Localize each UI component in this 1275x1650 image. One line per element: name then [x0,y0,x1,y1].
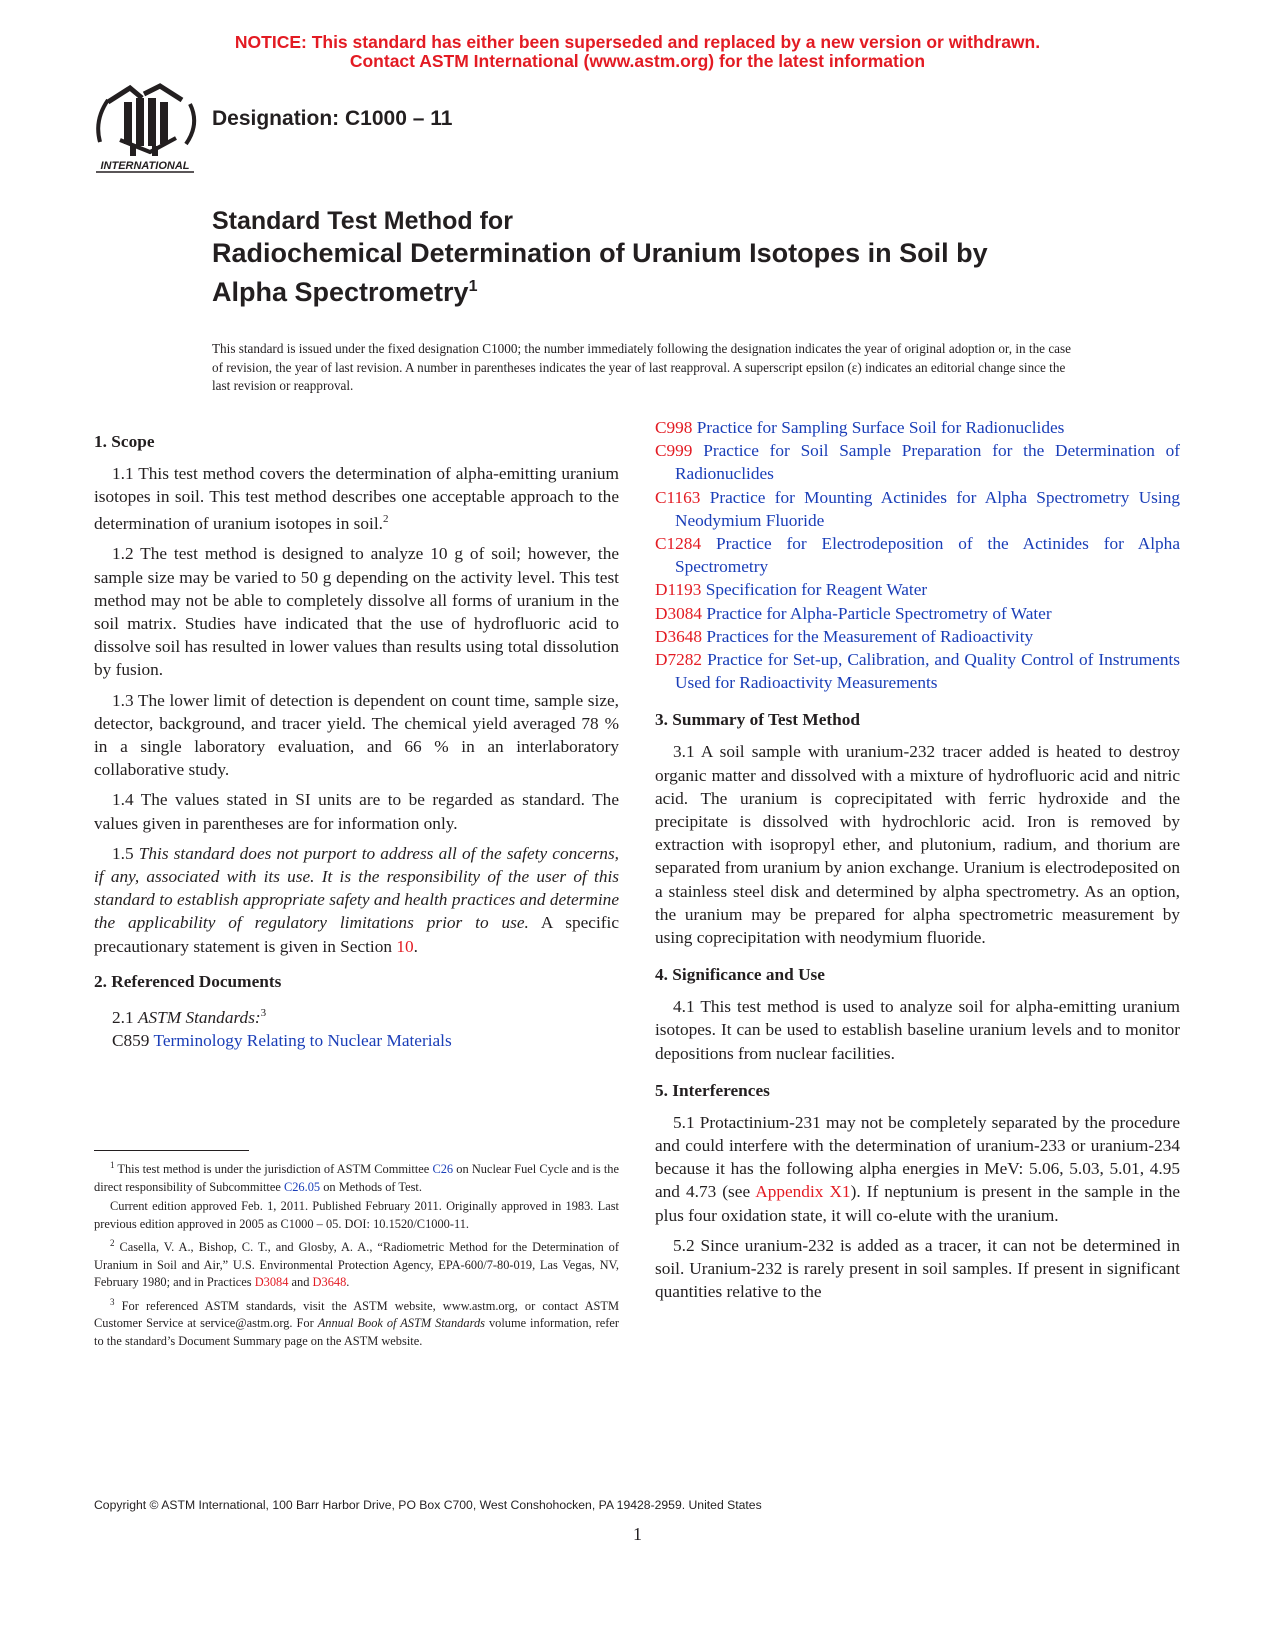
footnote-rule [94,1150,249,1151]
para-1-2: 1.2 The test method is designed to analyze 10 g of soil; however, the sample size may be varied to 50 g depending on the activity level. This test method may not be able to completely dissolve all forms of uranium in the soil matrix. Studies have indicated that the use of hydrofluoric acid to dissolve soil has resulted in lower values than results using total dissolution by fusion. [94,544,619,680]
issue-note: This standard is issued under the fixed designation C1000; the number immediately following the designation indicates the year of original adoption or, in the case of revision, the year of last revision. A number in parentheses indicates the year of last reapproval. A superscript epsilon (ε) indicates an editorial change since the last revision or reapproval. [212,341,1072,393]
ref-d1193[interactable]: D1193 Specification for Reagent Water [655,580,928,600]
title-line-3: Alpha Spectrometry$^1$ [212,277,478,307]
para-4-1: 4.1 This test method is used to analyze soil for alpha-emitting uranium isotopes. It can be used to establish baseline uranium levels and to monitor depositions from nuclear facilities. [655,997,1180,1063]
para-2-1: 2.1 ASTM Standards:$^3$ [112,1006,267,1027]
footnote-2: $^2$ Casella, V. A., Bishop, C. T., and Glosby, A. A., “Radiometric Method for the Determination of Uranium in Soil and Air,” U.S. Environmental Protection Agency, EPA-600/7-80-019, Las Vegas, NV, February 1980; and in Practices D3084 and D3648. [94,1238,619,1290]
page-number: 1 [633,1524,642,1544]
ref-d3084[interactable]: D3084 Practice for Alpha-Particle Spectrometry of Water [655,603,1052,623]
notice-line-1: NOTICE: This standard has either been superseded and replaced by a new version or withdrawn. [234,32,1041,52]
footnote-1-edition: Current edition approved Feb. 1, 2011. Published February 2011. Originally approved in 1983. Last previous edition approved in 2005 as C1000 – 05. DOI: 10.1520/C1000-11. [94,1199,619,1231]
designation: Designation: C1000 – 11 [212,107,453,130]
section-4-heading: 4. Significance and Use [655,965,825,985]
footnote-d3084-link[interactable]: D3084 [254,1275,289,1290]
footnote-ref-2[interactable]: 2 [382,513,389,526]
para-1-3: 1.3 The lower limit of detection is dependent on count time, sample size, detector, background, and tracer yield. The chemical yield averaged 78 % in a single laboratory evaluation, and 66 % in an interlaboratory collaborative study. [94,690,619,780]
ref-c1163[interactable]: C1163 Practice for Mounting Actinides for Alpha Spectrometry Using Neodymium Fluoride [655,487,1180,530]
ref-c1284[interactable]: C1284 Practice for Electrodeposition of the Actinides for Alpha Spectrometry [655,534,1180,577]
referenced-list [655,416,1180,694]
right-column [655,416,1180,1311]
section-10-link[interactable]: 10 [396,936,414,956]
title-footnote-mark[interactable]: 1 [468,278,478,295]
left-column [94,430,619,1052]
section-3-heading: 3. Summary of Test Method [655,710,860,730]
para-5-1: 5.1 Protactinium-231 may not be completely separated by the procedure and could interfere with the determination of uranium-233 or uranium-234 because it has the following alpha energies in MeV: 5.06, 5.03, 5.01, 4.95 and 4.73 (see Appendix X1). If neptunium is present in the sample in the plus four oxidation state, it will co-elute with the uranium. [655,1112,1181,1225]
ref-d3648[interactable]: D3648 Practices for the Measurement of Radioactivity [655,626,1034,646]
appendix-x1-link[interactable]: Appendix X1 [755,1182,851,1202]
para-5-2: 5.2 Since uranium-232 is added as a tracer, it can not be determined in soil. Uranium-232 is rarely present in soil samples. If present in significant quantities relative to the [655,1235,1180,1302]
ref-d7282[interactable]: D7282 Practice for Set-up, Calibration, and Quality Control of Instruments Used for Radioactivity Measurements [655,650,1180,693]
section-2-heading: 2. Referenced Documents [94,971,282,991]
footnotes [94,1150,619,1352]
notice-line-2: Contact ASTM International (www.astm.org) for the latest information [349,51,926,71]
footnote-ref-3[interactable]: 3 [260,1006,267,1019]
title-block [212,205,1112,309]
para-1-1: 1.1 This test method covers the determination of alpha-emitting uranium isotopes in soil. This test method describes one acceptable approach to the determination of uranium isotopes in soil.$^2$ [94,464,619,534]
para-1-4: 1.4 The values stated in SI units are to be regarded as standard. The values given in parentheses are for information only. [94,790,619,833]
section-5-heading: 5. Interferences [655,1080,770,1100]
ref-c999[interactable]: C999 Practice for Soil Sample Preparation for the Determination of Radionuclides [655,441,1180,484]
astm-logo [90,80,200,180]
para-3-1: 3.1 A soil sample with uranium-232 tracer added is heated to destroy organic matter and dissolved with a mixture of hydrofluoric acid and nitric acid. The uranium is coprecipitated with ferric hydroxide and the precipitate is dissolved with hydrochloric acid. Iron is removed by extraction with isopropyl ether, and plutonium, radium, and thorium are separated from uranium by anion exchange. Uranium is electrodeposited on a stainless steel disk and determined by alpha spectrometry. As an option, the uranium may be prepared for alpha spectrometric measurement by using coprecipitation with neodymium fluoride. [655,742,1180,948]
ref-c998[interactable]: C998 Practice for Sampling Surface Soil for Radionuclides [655,418,1065,437]
astm-logo-icon [90,80,200,180]
copyright-footer: Copyright © ASTM International, 100 Barr Harbor Drive, PO Box C700, West Conshohocken, PA 19428-2959. United States [94,1498,762,1512]
subcommittee-c26-05-link[interactable]: C26.05 [283,1179,321,1194]
logo-text: INTERNATIONAL [100,160,190,172]
ref-c859[interactable]: C859 Terminology Relating to Nuclear Materials [112,1030,452,1050]
footnote-3: $^3$ For referenced ASTM standards, visit the ASTM website, www.astm.org, or contact ASTM Customer Service at service@astm.org. For Annual Book of ASTM Standards volume information, refer to the standard’s Document Summary page on the ASTM website. [94,1296,619,1348]
title-line-1: Standard Test Method for [212,207,513,235]
title-line-2: Radiochemical Determination of Uranium Isotopes in Soil by [212,238,988,268]
superseded-notice [0,33,1275,71]
para-1-5: 1.5 This standard does not purport to address all of the safety concerns, if any, associated with its use. It is the responsibility of the user of this standard to establish appropriate safety and health practices and determine the applicability of regulatory limitations prior to use. A specific precautionary statement is given in Section 10. [94,843,619,956]
footnote-d3648-link[interactable]: D3648 [312,1275,347,1290]
section-1-heading: 1. Scope [94,432,155,451]
committee-c26-link[interactable]: C26 [432,1162,454,1177]
footnote-1: $^1$ This test method is under the jurisdiction of ASTM Committee C26 on Nuclear Fuel Cycle and is the direct responsibility of Subcommittee C26.05 on Methods of Test. [94,1160,619,1194]
